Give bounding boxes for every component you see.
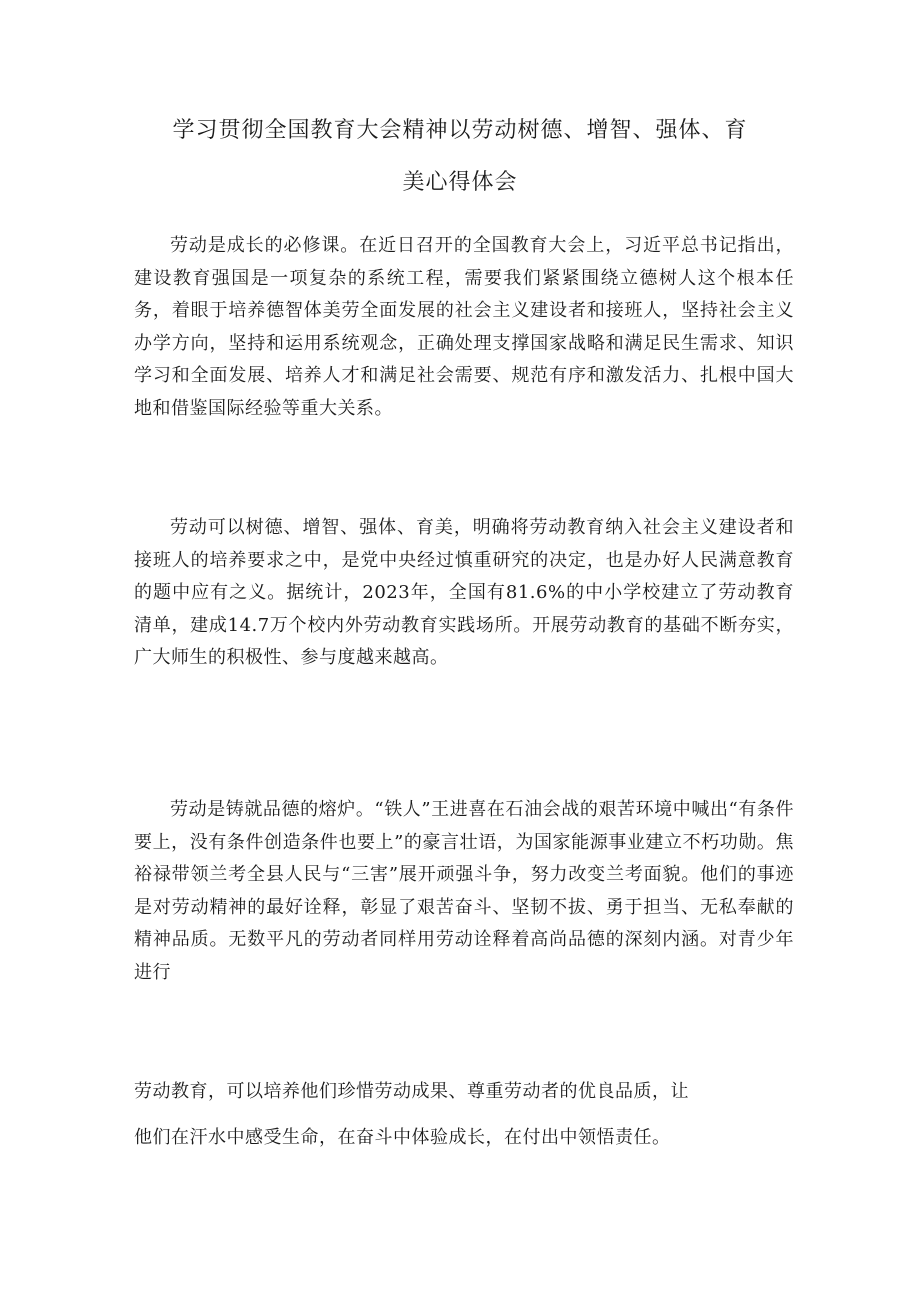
- paragraph-3: 劳动是铸就品德的熔炉。“铁人”王进喜在石油会战的艰苦环境中喊出“有条件要上，没有条件创造条件也要上”的豪言壮语，为国家能源事业建立不朽功勋。焦裕禄带领兰考全县人民与“三害”展开顽强斗争，努力改变兰考面貌。他们的事迹是对劳动精神的最好诠释，彰显了艰苦奋斗、坚韧不拔、勇于担当、无私奉献的精神品质。无数平凡的劳动者同样用劳动诠释着高尚品德的深刻内涵。对青少年进行: [134, 799, 794, 983]
- paragraph-3-continuation-line-2: 他们在汗水中感受生命，在奋斗中体验成长，在付出中领悟责任。: [134, 1127, 671, 1148]
- title-line-2: 美心得体会: [402, 170, 518, 195]
- document-title: [120, 105, 800, 209]
- paragraph-1: 劳动是成长的必修课。在近日召开的全国教育大会上，习近平总书记指出，建设教育强国是一项复杂的系统工程，需要我们紧紧围绕立德树人这个根本任务，着眼于培养德智体美劳全面发展的社会主义建设者和接班人，坚持社会主义办学方向，坚持和运用系统观念，正确处理支撑国家战略和满足民生需求、知识学习和全面发展、培养人才和满足社会需要、规范有序和激发活力、扎根中国大地和借鉴国际经验等重大关系。: [134, 235, 794, 419]
- paragraph-2: 劳动可以树德、增智、强体、育美，明确将劳动教育纳入社会主义建设者和接班人的培养要求之中，是党中央经过慎重研究的决定，也是办好人民满意教育的题中应有之义。据统计，2023年，全国有81.6%的中小学校建立了劳动教育清单，建成14.7万个校内外劳动教育实践场所。开展劳动教育的基础不断夯实，广大师生的积极性、参与度越来越高。: [134, 517, 794, 669]
- paragraph-3-continuation-line-1: 劳动教育，可以培养他们珍惜劳动成果、尊重劳动者的优良品质，让: [134, 1081, 689, 1102]
- title-line-1: 学习贯彻全国教育大会精神以劳动树德、增智、强体、育: [172, 118, 748, 143]
